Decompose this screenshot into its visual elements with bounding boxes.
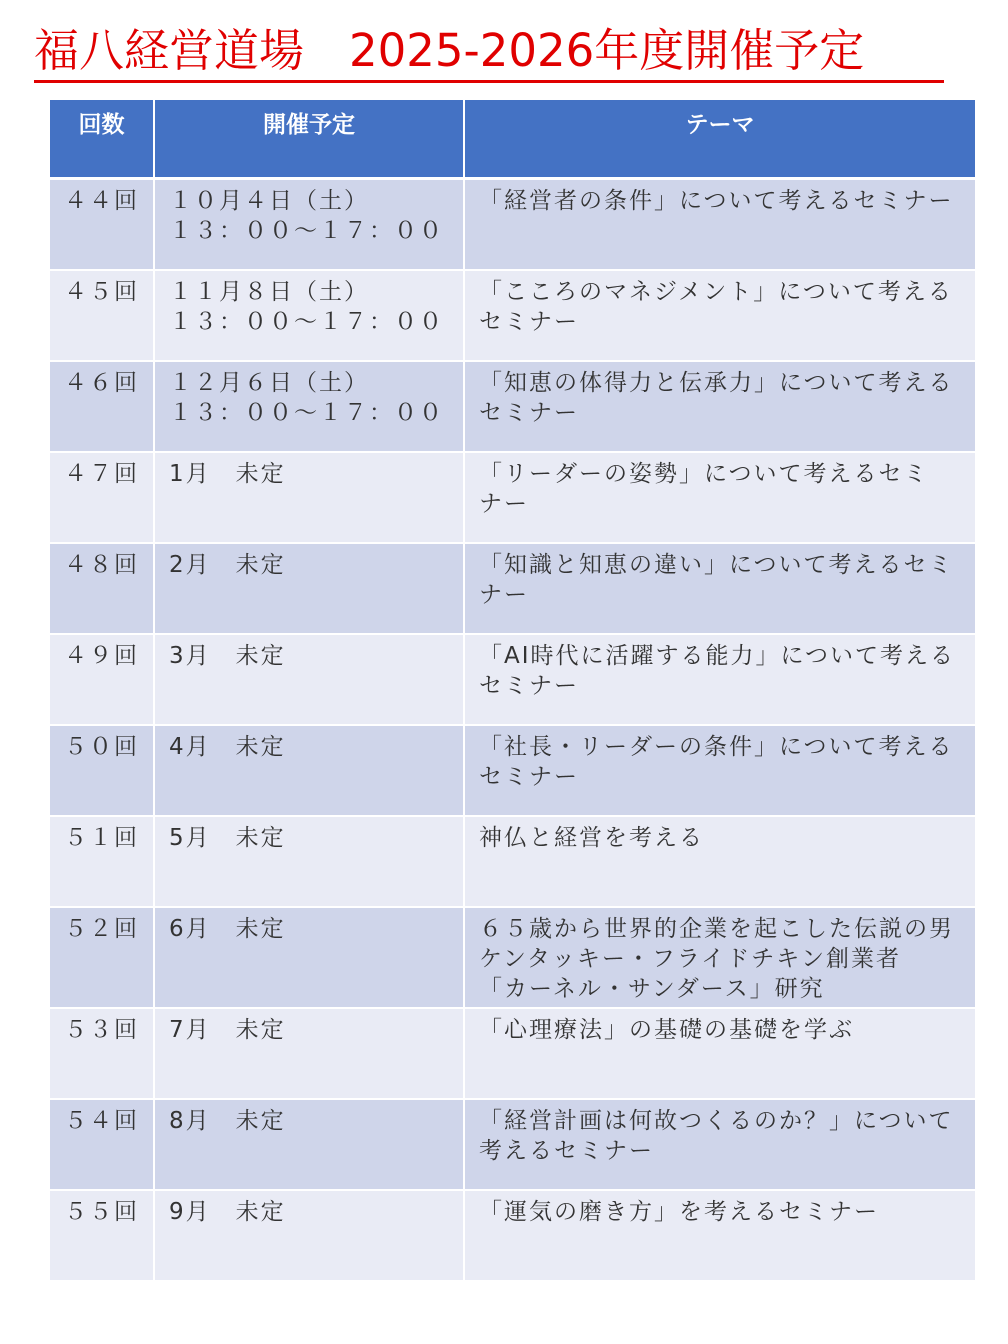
session-number: ５３回 xyxy=(50,1008,154,1099)
session-date xyxy=(154,1099,464,1190)
session-date xyxy=(154,725,464,816)
table-row xyxy=(50,452,975,543)
session-theme xyxy=(464,1190,975,1281)
date-line: 3月 未定 xyxy=(169,643,286,669)
theme-line: 「社長・リーダーの条件」について考える xyxy=(479,734,954,760)
session-date xyxy=(154,1190,464,1281)
date-line: 4月 未定 xyxy=(169,734,286,760)
table-header-row xyxy=(50,100,975,178)
theme-line: セミナー xyxy=(479,309,579,335)
session-date xyxy=(154,452,464,543)
theme-line: 「知識と知恵の違い」について考えるセミ xyxy=(479,552,954,578)
header-schedule: 開催予定 xyxy=(154,100,464,178)
session-number: ５５回 xyxy=(50,1190,154,1281)
theme-line: セミナー xyxy=(479,764,579,790)
theme-line: 「こころのマネジメント」について考える xyxy=(479,279,953,305)
date-line: 8月 未定 xyxy=(169,1108,286,1134)
theme-line: ナー xyxy=(479,491,529,517)
session-theme xyxy=(464,816,975,907)
session-number: ５１回 xyxy=(50,816,154,907)
table-row xyxy=(50,1190,975,1281)
table-row xyxy=(50,543,975,634)
table-row xyxy=(50,1099,975,1190)
session-date xyxy=(154,816,464,907)
session-number: ５０回 xyxy=(50,725,154,816)
theme-line: 「経営者の条件」について考えるセミナー xyxy=(479,187,954,214)
session-number: ５４回 xyxy=(50,1099,154,1190)
session-theme xyxy=(464,543,975,634)
session-number: ５２回 xyxy=(50,907,154,1008)
date-line: 7月 未定 xyxy=(169,1017,286,1043)
table-row xyxy=(50,634,975,725)
session-number: ４７回 xyxy=(50,452,154,543)
table-row xyxy=(50,270,975,361)
date-line: 1月 未定 xyxy=(169,461,286,487)
session-date xyxy=(154,361,464,452)
session-theme xyxy=(464,634,975,725)
date-line: １０月４日（土） xyxy=(169,187,369,214)
session-date xyxy=(154,634,464,725)
session-theme xyxy=(464,1099,975,1190)
date-line: 5月 未定 xyxy=(169,825,286,851)
theme-line: ナー xyxy=(479,582,529,608)
theme-line: 「心理療法」の基礎の基礎を学ぶ xyxy=(479,1017,854,1043)
time-line: １３：００～１７：００ xyxy=(169,217,444,244)
theme-line: ６５歳から世界的企業を起こした伝説の男 xyxy=(479,916,954,942)
table-row xyxy=(50,1008,975,1099)
theme-line: セミナー xyxy=(479,673,579,699)
theme-line: 「カーネル・サンダース」研究 xyxy=(479,976,825,1002)
header-count: 回数 xyxy=(50,100,154,178)
table-row xyxy=(50,178,975,270)
theme-line: セミナー xyxy=(479,400,579,426)
time-line: １３：００～１７：００ xyxy=(169,309,444,335)
theme-line: 「リーダーの姿勢」について考えるセミ xyxy=(479,461,929,487)
session-theme xyxy=(464,907,975,1008)
session-theme xyxy=(464,361,975,452)
session-theme xyxy=(464,725,975,816)
session-date xyxy=(154,1008,464,1099)
session-number: ４８回 xyxy=(50,543,154,634)
date-line: １２月６日（土） xyxy=(169,370,369,396)
theme-line: 「AI時代に活躍する能力」について考える xyxy=(479,643,956,669)
session-date xyxy=(154,543,464,634)
session-date xyxy=(154,270,464,361)
session-theme xyxy=(464,270,975,361)
theme-line: 「運気の磨き方」を考えるセミナー xyxy=(479,1199,879,1225)
theme-line: ケンタッキー・フライドチキン創業者 xyxy=(479,946,902,972)
session-number: ４９回 xyxy=(50,634,154,725)
schedule-table xyxy=(50,100,975,1282)
date-line: １１月８日（土） xyxy=(169,279,369,305)
theme-line: 神仏と経営を考える xyxy=(479,825,704,851)
date-line: 2月 未定 xyxy=(169,552,286,578)
header-theme: テーマ xyxy=(464,100,975,178)
session-theme xyxy=(464,452,975,543)
session-theme xyxy=(464,178,975,270)
date-line: 9月 未定 xyxy=(169,1199,286,1225)
session-date xyxy=(154,907,464,1008)
page-title: 福八経営道場 2025-2026年度開催予定 xyxy=(34,22,944,83)
time-line: １３：００～１７：００ xyxy=(169,400,444,426)
date-line: 6月 未定 xyxy=(169,916,286,942)
table-row xyxy=(50,907,975,1008)
session-date xyxy=(154,178,464,270)
table-row xyxy=(50,361,975,452)
session-number: ４４回 xyxy=(50,178,154,270)
session-number: ４６回 xyxy=(50,361,154,452)
theme-line: 「経営計画は何故つくるのか？」について xyxy=(479,1108,954,1134)
session-theme xyxy=(464,1008,975,1099)
table-row xyxy=(50,725,975,816)
theme-line: 「知恵の体得力と伝承力」について考える xyxy=(479,370,954,396)
theme-line: 考えるセミナー xyxy=(479,1138,654,1164)
table-row xyxy=(50,816,975,907)
session-number: ４５回 xyxy=(50,270,154,361)
